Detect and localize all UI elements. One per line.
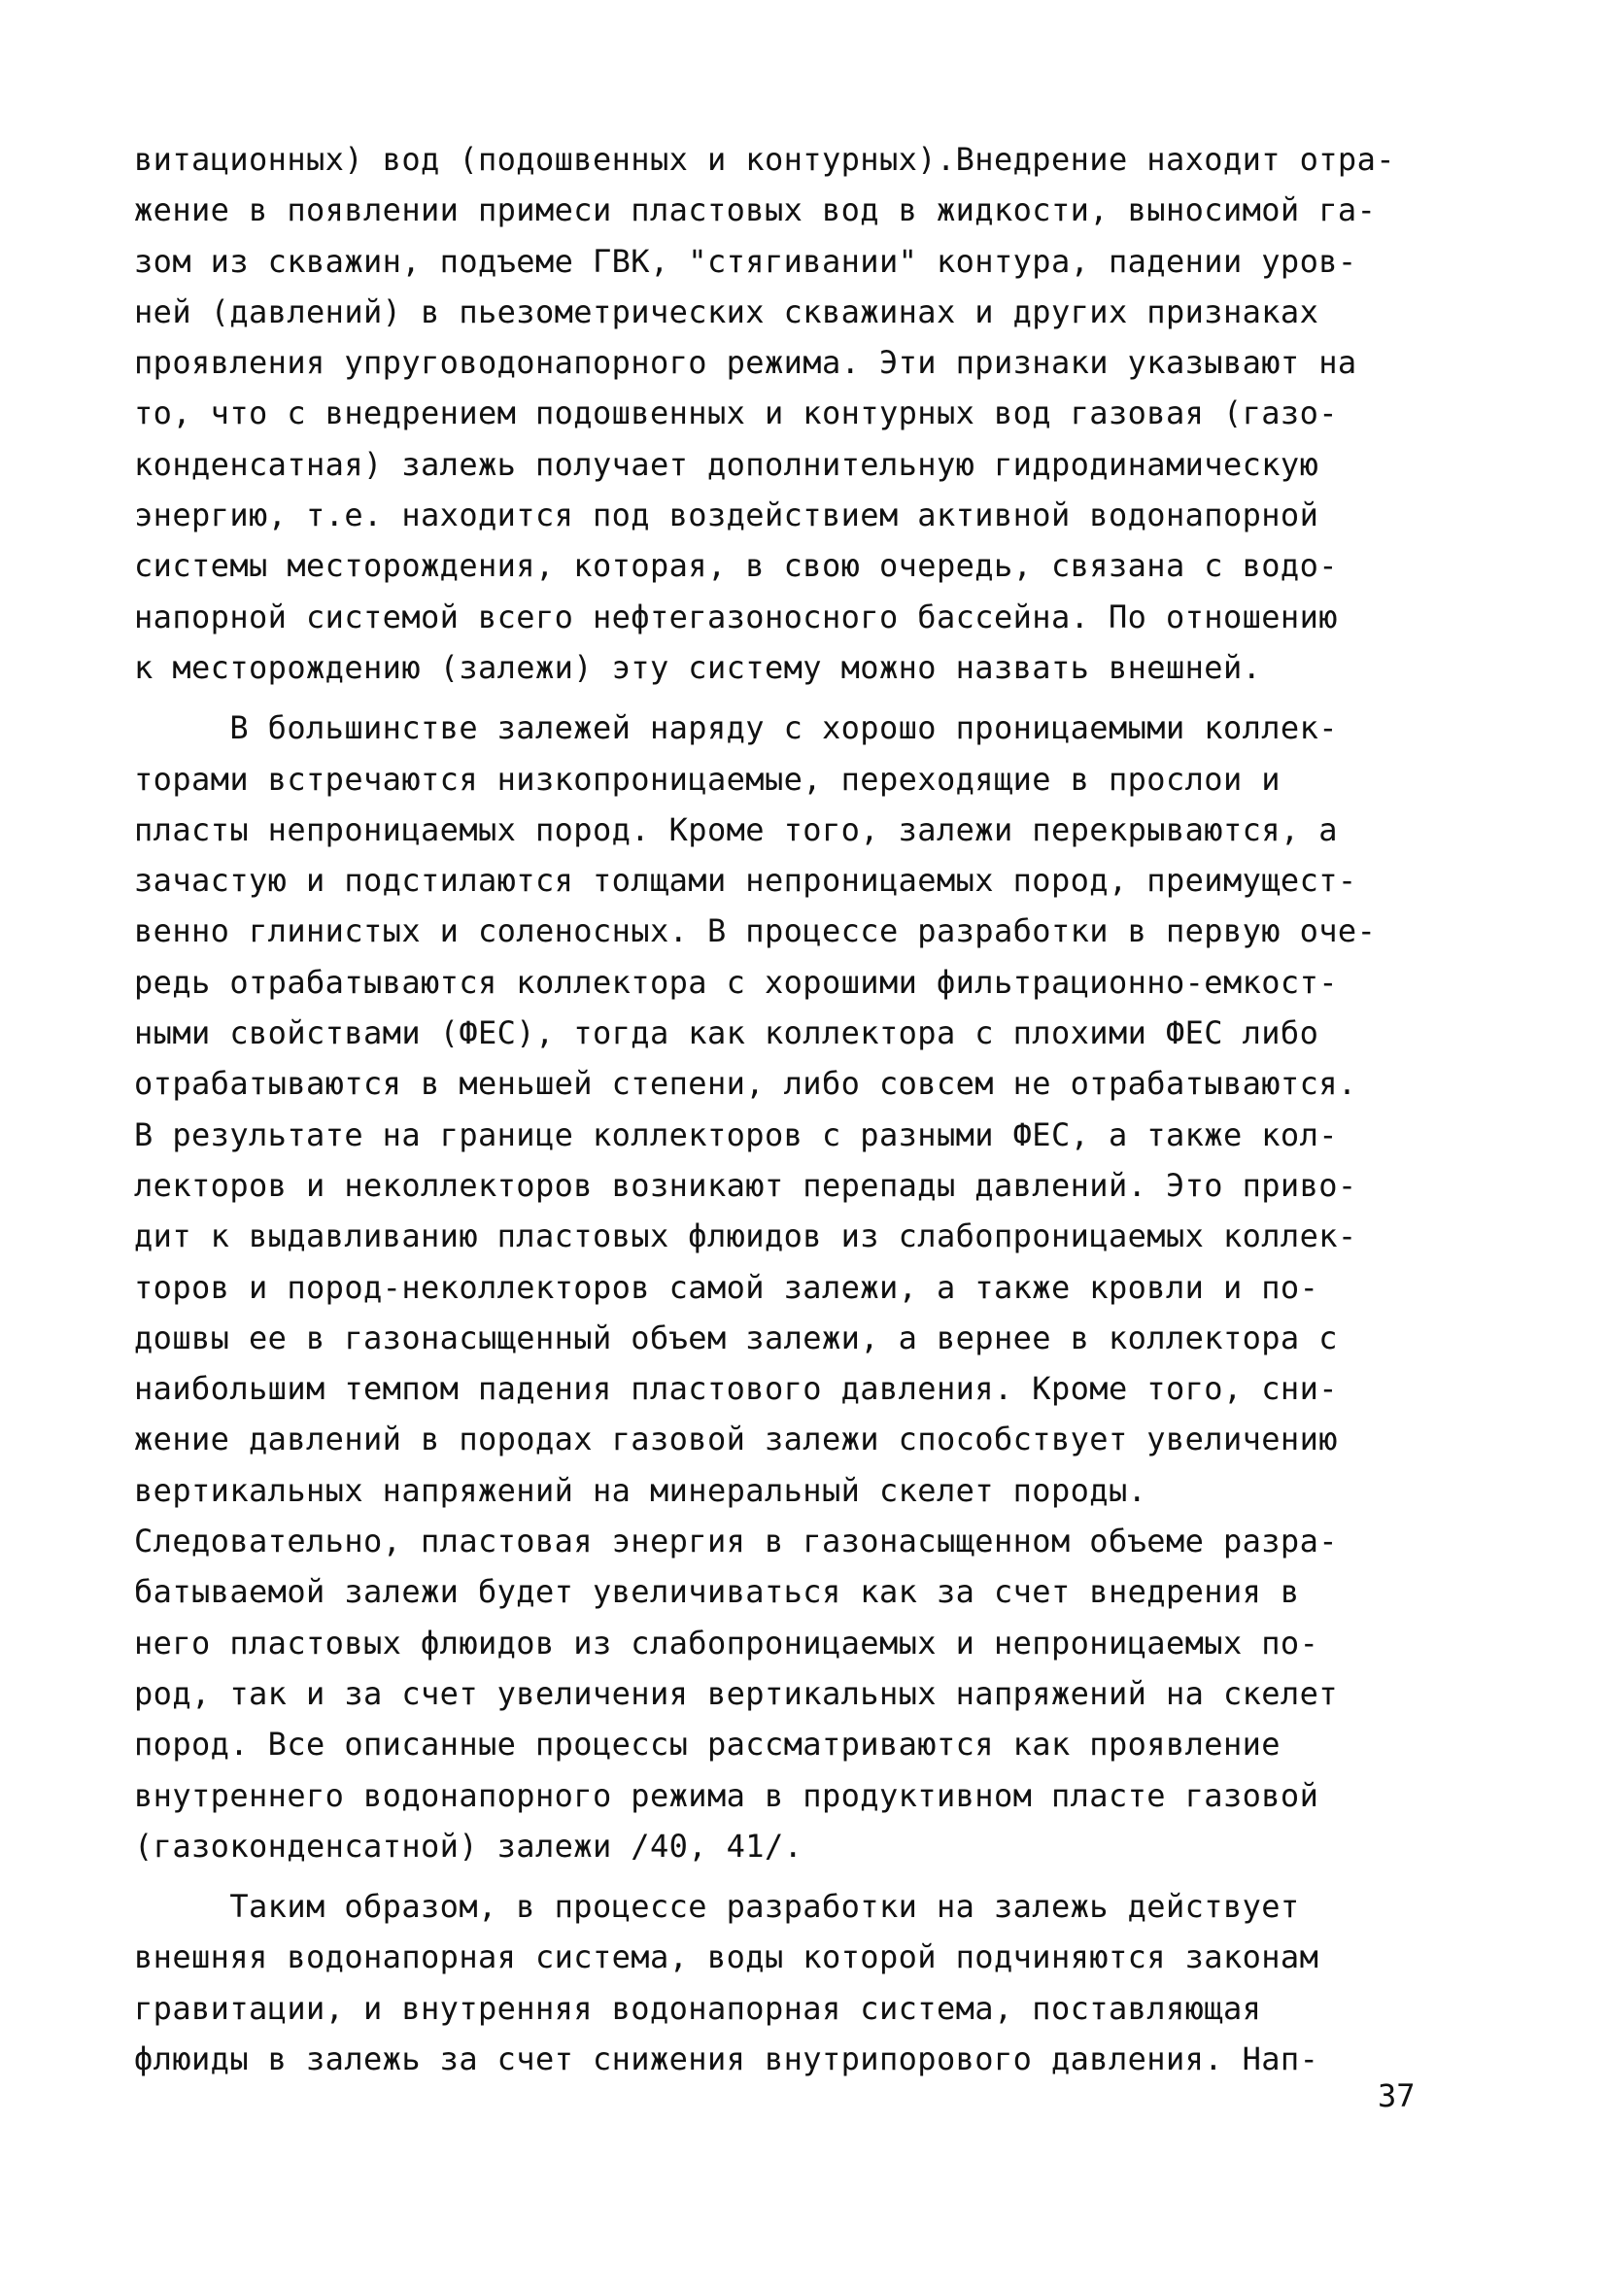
text-line: вертикальных напряжений на минеральный скелет породы.	[134, 1471, 1147, 1509]
text-line: напорной системой всего нефтегазоносного бассейна. По отношению	[134, 598, 1338, 635]
text-line: отрабатываются в меньшей степени, либо совсем не отрабатываются.	[134, 1065, 1357, 1103]
text-line: витационных) вод (подошвенных и контурных).Внедрение находит отра-	[134, 141, 1395, 178]
paragraph-3	[134, 1881, 1485, 2084]
text-line: венно глинистых и соленосных. В процессе разработки в первую оче-	[134, 912, 1377, 950]
text-line: внешняя водонапорная система, воды которой подчиняются законам	[134, 1938, 1319, 1976]
text-line: дит к выдавливанию пластовых флюидов из слабопроницаемых коллек-	[134, 1217, 1357, 1255]
text-line: В результате на границе коллекторов с разными ФЕС, а также кол-	[134, 1115, 1338, 1153]
text-line: жение в появлении примеси пластовых вод в жидкости, выносимой га-	[134, 191, 1377, 229]
text-line: наибольшим темпом падения пластового давления. Кроме того, сни-	[134, 1370, 1338, 1408]
body-text	[134, 134, 1485, 2084]
paragraph-gap	[134, 693, 1485, 703]
text-line: батываемой залежи будет увеличиваться как за счет внедрения в	[134, 1573, 1300, 1611]
paragraph-gap	[134, 1871, 1485, 1881]
text-line: то, что с внедрением подошвенных и контурных вод газовая (газо-	[134, 394, 1338, 432]
text-line: торов и пород-неколлекторов самой залежи, а также кровли и по-	[134, 1268, 1319, 1306]
paragraph-1	[134, 134, 1485, 693]
text-line: энергию, т.е. находится под воздействием активной водонапорной	[134, 497, 1319, 534]
text-line: ными свойствами (ФЕС), тогда как коллектора с плохими ФЕС либо	[134, 1014, 1319, 1052]
text-line: редь отрабатываются коллектора с хорошими фильтрационно-емкост-	[134, 963, 1338, 1001]
text-line: него пластовых флюидов из слабопроницаемых и непроницаемых по-	[134, 1624, 1319, 1662]
page-number: 37	[1378, 2077, 1416, 2114]
text-line: к месторождению (залежи) эту систему можно назвать внешней.	[134, 648, 1262, 686]
text-line: зом из скважин, подъеме ГВК, "стягивании" контура, падении уров-	[134, 242, 1357, 280]
text-line: зачастую и подстилаются толщами непроницаемых пород, преимущест-	[134, 862, 1357, 900]
text-line: флюиды в залежь за счет снижения внутрипорового давления. Нап-	[134, 2039, 1319, 2077]
text-line: пласты непроницаемых пород. Кроме того, залежи перекрываются, а	[134, 810, 1338, 848]
text-line: род, так и за счет увеличения вертикальных напряжений на скелет	[134, 1674, 1338, 1712]
text-line: жение давлений в породах газовой залежи способствует увеличению	[134, 1421, 1338, 1458]
text-line: (газоконденсатной) залежи /40, 41/.	[134, 1827, 803, 1865]
text-line: гравитации, и внутренняя водонапорная система, поставляющая	[134, 1989, 1262, 2027]
text-line: Следовательно, пластовая энергия в газонасыщенном объеме разра-	[134, 1523, 1338, 1560]
text-line: проявления упруговодонапорного режима. Эти признаки указывают на	[134, 344, 1357, 382]
text-line: пород. Все описанные процессы рассматриваются как проявление	[134, 1726, 1281, 1764]
text-line: конденсатная) залежь получает дополнительную гидродинамическую	[134, 445, 1319, 483]
text-line: внутреннего водонапорного режима в продуктивном пласте газовой	[134, 1776, 1319, 1814]
text-line: ней (давлений) в пьезометрических скважинах и других признаках	[134, 292, 1319, 330]
paragraph-2	[134, 703, 1485, 1871]
text-line: системы месторождения, которая, в свою очередь, связана с водо-	[134, 547, 1338, 585]
text-line: дошвы ее в газонасыщенный объем залежи, а вернее в коллектора с	[134, 1319, 1338, 1356]
text-line: лекторов и неколлекторов возникают перепады давлений. Это приво-	[134, 1166, 1357, 1204]
text-line: Таким образом, в процессе разработки на залежь действует	[134, 1888, 1300, 1926]
text-line: торами встречаются низкопроницаемые, переходящие в прослои и	[134, 760, 1281, 798]
text-line: В большинстве залежей наряду с хорошо проницаемыми коллек-	[134, 709, 1338, 747]
